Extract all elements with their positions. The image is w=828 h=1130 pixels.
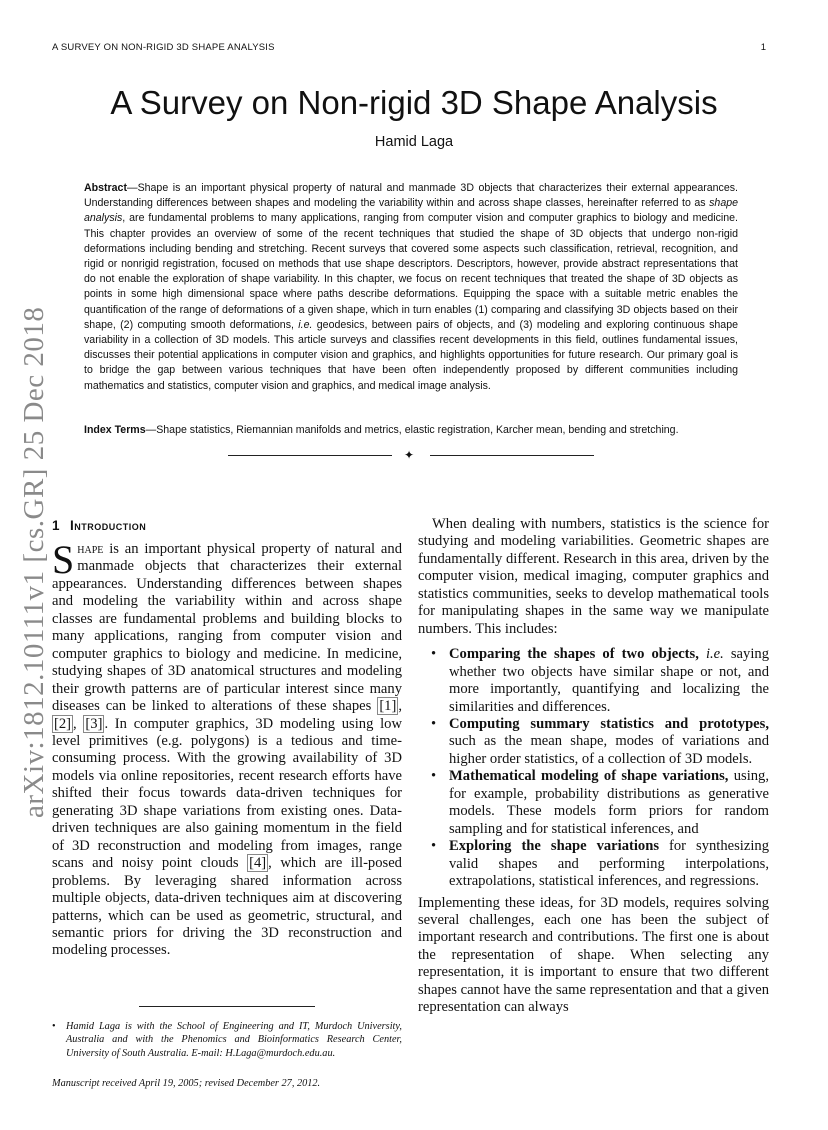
intro-text-3: , which are ill-posed problems. By leveraging shared information across multiple objects, data-driven techniques aim at discovering patterns, which can be used as geometric, structural, and semantic priors for driving the 3D reconstruction and modeling processes. [52, 855, 402, 959]
list-item-bold: Exploring the shape variations [449, 838, 660, 855]
list-item-bold: Mathematical modeling of shape variations, [449, 768, 729, 785]
list-item-text: such as the mean shape, modes of variations and higher order statistics, of a collection of 3D models. [449, 733, 769, 767]
section-divider [228, 448, 594, 462]
citation-link-1[interactable]: [1] [379, 698, 397, 715]
citation-separator: , [398, 698, 402, 715]
bullet-list [418, 646, 769, 890]
abstract-dash: — [126, 182, 138, 194]
abstract-text-1: Shape is an important physical property of natural and manmade 3D objects that characterizes their external appearances. Understanding differences between shapes and modeling the variability within and across shape classes, hereinafter referred to as [84, 182, 738, 210]
right-paragraph-1: When dealing with numbers, statistics is the science for studying and modeling variabilities. Geometric shapes are fundamentally different. Research in this area, driven by the computer vision, medical imaging, computer graphics and statistics communities, seeks to develop mathematical tools for manipulating shapes in the same way we manipulate numbers. This includes: [418, 516, 769, 637]
intro-text-1: is an important physical property of natural and manmade objects that characterizes their external appearances. Understanding differences between shapes and modeling the variability within and across shape classes are fundamental problems and building blocks to many applications, ranging from computer vision and computer graphics to biology and medicine. In medicine, studying shapes of 3D anatomical structures and modeling their growth patterns are of particular interest since many diseases can be linked to alterations of these shapes [52, 541, 402, 715]
smallcaps-lead: hape [77, 541, 104, 557]
section-title: Introduction [70, 518, 147, 533]
abstract-text-2: , are fundamental problems to many applications, ranging from computer vision and computer graphics to biology and medicine. This chapter provides an overview of some of the recent techniques that studied the shape of 3D objects that undergo non-rigid deformations including bending and stretching. Recent surveys that covered some aspects such classification, retrieval, recognition, and rigid or nonrigid registration, focused on methods that use shape descriptors. Descriptors, however, provide abstract representations that do not enable the exploration of shape variability. In this chapter, we focus on recent techniques that treated the shape of 3D objects as points in some high dimensional space where paths describe deformations. Equipping the space with a suitable metric enables the quantification of the range of deformations of a given shape, which in turn enables (1) comparing and classifying 3D objects based on their shape, (2) computing smooth deformations, [84, 212, 738, 331]
abstract-text-3: geodesics, between pairs of objects, and (3) modeling and exploring continuous shape variability in a collection of 3D models. This article surveys and classifies recent developments in this field, outlines fundamental issues, discusses their potential applications in computer vision and graphics, and highlights opportunities for future research. Our primary goal is to bridge the gap between various techniques that have been often independently proposed by different communities including mathematics and statistics, computer vision and graphics, and medical image analysis. [84, 318, 738, 392]
divider-line-left [228, 455, 392, 456]
citation-link-2[interactable]: [2] [54, 715, 72, 732]
citation-link-3[interactable]: [3] [85, 715, 103, 732]
abstract-label: Abstract [84, 182, 127, 194]
footnote-rule [139, 1006, 315, 1007]
author-name: Hamid Laga [374, 134, 454, 150]
bullet-icon: • [431, 838, 437, 855]
list-item-bold: Computing summary statistics and prototypes, [449, 715, 769, 732]
list-item [418, 716, 769, 768]
divider-diamond-icon: ✦ [404, 448, 415, 462]
list-item [418, 646, 769, 716]
section-number: 1 [52, 518, 61, 533]
footnote-bullet-icon: • [52, 1021, 56, 1032]
abstract [84, 181, 738, 394]
index-terms-label: Index Terms [84, 424, 146, 436]
list-item [418, 768, 769, 838]
manuscript-note: Manuscript received April 19, 2005; revised December 27, 2012. [52, 1078, 321, 1089]
arxiv-identifier-stamp: arXiv:1812.10111v1 [cs.GR] 25 Dec 2018 [18, 306, 50, 818]
index-terms-dash: — [145, 424, 157, 436]
citation-separator: , [73, 715, 84, 732]
list-item [418, 838, 769, 890]
intro-text-2: . In computer graphics, 3D modeling using low level primitives (e.g. polygons) is a tedious and time-consuming process. With the growing availability of 3D models via online repositories, recent research efforts have shifted their focus towards data-driven techniques for generating 3D shape variations from existing ones. Data-driven techniques are also gaining momentum in the field of 3D reconstruction and modeling from images, range scans and noisy point clouds [52, 715, 402, 872]
list-item-text: saying whether two objects have similar shape or not, and more importantly, quantifying and localizing the similarities and differences. [449, 646, 769, 715]
list-item-text: using, for example, probability distributions as generative models. These models form priors for random sampling and for statistical inferences, and [449, 768, 769, 837]
index-terms-text: Shape statistics, Riemannian manifolds and metrics, elastic registration, Karcher mean, bending and stretching. [156, 424, 679, 436]
page-number: 1 [760, 42, 766, 53]
bullet-icon: • [431, 646, 437, 663]
list-item-bold: Comparing the shapes of two objects, [449, 646, 699, 663]
author-footnote [52, 1020, 402, 1060]
running-head: A SURVEY ON NON-RIGID 3D SHAPE ANALYSIS [52, 42, 275, 53]
right-paragraph-2: Implementing these ideas, for 3D models, requires solving several challenges, each one has been the subject of important research and contributions. The first one is about the representation of shape. When selecting any representation, it is important to ensure that two different shapes cannot have the same representation and that a given representation can always [418, 894, 769, 1016]
section-heading-introduction [52, 516, 402, 536]
citation-link-4[interactable]: [4] [249, 855, 267, 872]
bullet-icon: • [431, 715, 437, 732]
footnote-text: Hamid Laga is with the School of Engineering and IT, Murdoch University, Australia and with the Phenomics and Bioinformatics Research Center, University of South Australia. E-mail: H.Laga@murdoch.edu.au. [66, 1021, 402, 1059]
abstract-ie: i.e. [298, 318, 313, 331]
list-item-italic: i.e. [698, 646, 724, 663]
right-column [418, 516, 769, 1017]
intro-paragraph [52, 537, 402, 960]
drop-cap: S [52, 537, 75, 582]
abstract-emphasis: shape analysis [84, 197, 738, 225]
list-item-text: for synthesizing valid shapes and performing interpolations, extrapolations, statistical inferences, and regressions. [449, 838, 769, 890]
divider-line-right [430, 455, 594, 456]
left-column [52, 516, 402, 960]
bullet-icon: • [431, 768, 437, 785]
paper-title: A Survey on Non-rigid 3D Shape Analysis [110, 84, 718, 121]
index-terms [84, 423, 744, 438]
